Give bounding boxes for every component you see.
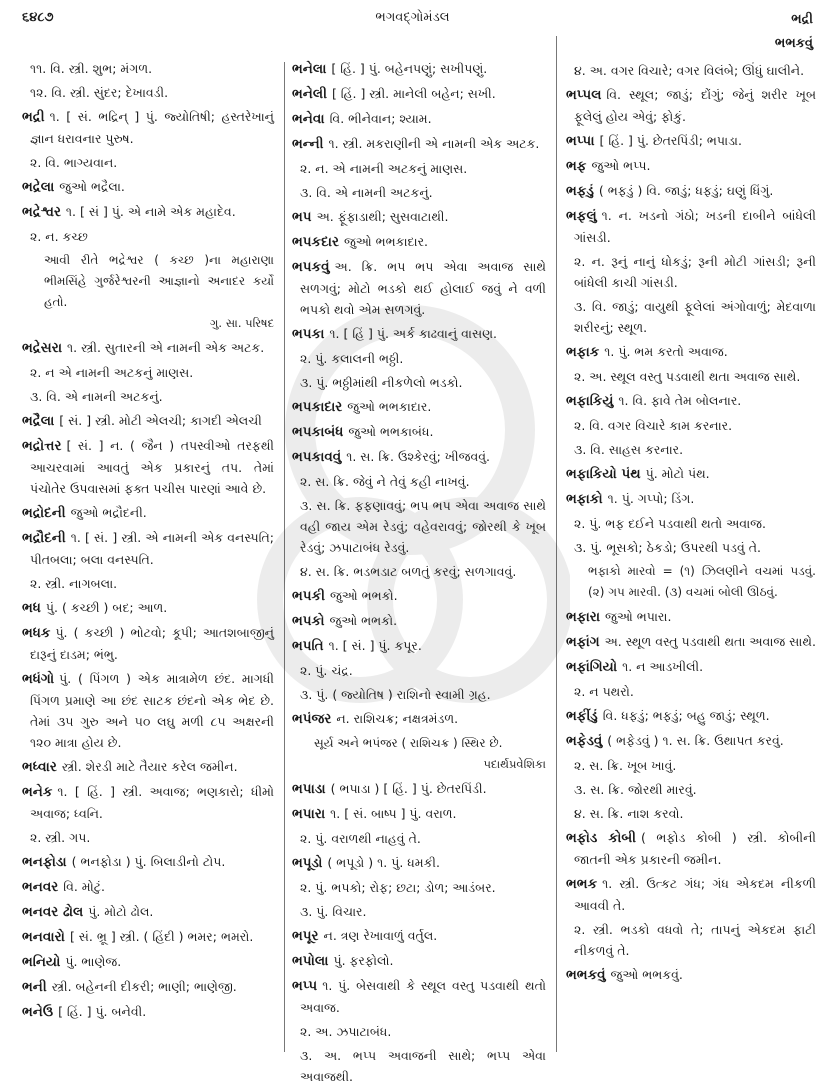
definition-text: ૨. સ. ક્રિ. જેવું ને તેવું કહી નાખવું. (300, 474, 470, 489)
definition-text: ( ભનફોડા ) પું. બિલાડીનો ટોપ. (71, 854, 226, 869)
definition-text: ૨. અ. ઝપાટાબંધ. (300, 1024, 392, 1039)
definition-text: પું. ફરફોલો. (333, 953, 394, 968)
dictionary-entry (292, 585, 546, 607)
quotation-source: પદાર્થપ્રવેશિકા (483, 757, 546, 771)
headword: ભદ્રોત્તર (22, 438, 62, 454)
dictionary-entry (566, 705, 816, 727)
definition-text: ( ભફોડ કોબી ) સ્ત્રી. કોબીની જાતની એક પ્રકારની જમીન. (574, 830, 816, 867)
definition-text: ૩. સ. ક્રિ. ફફણાવવું; ભપ ભપ એવા અવાજ સાથે વહી જાય એમ રેડવું; વહેવરાવવું; જોરથી કે ખૂબ રેડવું; ઝપાટાબંધ રેડવું. (300, 498, 546, 555)
sub-sense (292, 348, 546, 369)
sub-sense (292, 495, 546, 558)
definition-text: ૩. વિ. જાડું; વાયુથી ફૂલેલાં અંગોવાળું; મેદવાળા શરીરનું; સ્થૂળ. (574, 299, 816, 335)
headword: ભફાકિયું (566, 393, 614, 409)
headword: ભપકા (292, 326, 325, 342)
definition-text: ૧. સ્ત્રી. મકરાણીની એ નામની એક અટક. (328, 136, 540, 151)
definition-text: પું. મોટો ઢોલ. (88, 904, 154, 919)
headword: ભદ્રૈલા (22, 413, 55, 429)
definition-text: ૩. પું. ભઠ્ઠીમાંથી નીકળેલો ભડકો. (300, 375, 463, 390)
definition-text: ૧. વિ. ફાવે તેમ બોલનાર. (618, 393, 742, 408)
definition-text: ૩. પું. ( જ્યોતિષ ) રાશિનો સ્વામી ગ્રહ. (300, 687, 491, 702)
definition-text: ૧. ન. ખડનો ગંઠો; ખડની દાબીને બાંધેલી ગાંસડી. (574, 208, 816, 245)
dictionary-entry (566, 964, 816, 986)
sub-sense (566, 681, 816, 702)
sub-sense (22, 362, 274, 383)
dictionary-entry (292, 396, 546, 418)
sub-sense (292, 828, 546, 849)
dictionary-column-1 (22, 58, 274, 1026)
definition-text: ૧. ન આડખીલી. (622, 659, 704, 674)
definition-text: જુઓ ભદ્રૈલા. (59, 179, 125, 194)
dictionary-column-3 (566, 60, 816, 989)
definition-text: ૩. અ. ભપ્પ અવાજની સાથે; ભપ્પ એવા અવાજથી. (300, 1048, 546, 1084)
sub-sense (566, 755, 816, 776)
definition-text: અ. ક્રિ. ભપ ભપ એવા અવાજ સાથે સળગવું; મોટો ભડકો થઈ હોલાઈ જવું ને વળી ભપકો થવો એમ સળગવું. (300, 259, 546, 317)
headword: ભપકો (292, 613, 325, 629)
definition-text: વિ. ભીનેવાન; શ્યામ. (329, 111, 432, 126)
dictionary-entry (566, 873, 816, 916)
definition-text: અ. ફૂંફાડાથી; સુસવાટાથી. (316, 209, 449, 224)
headword: ભપ્પ (292, 978, 318, 994)
dictionary-entry (22, 926, 274, 948)
definition-text: [ હિં. ] સ્ત્રી. માનેલી બહેન; સખી. (331, 86, 496, 101)
running-title: ભગવદ્ગોમંડલ (375, 10, 450, 25)
dictionary-entry (22, 622, 274, 665)
sub-sense (22, 386, 274, 407)
dictionary-entry (292, 323, 546, 345)
sub-sense (22, 82, 274, 103)
dictionary-entry (292, 108, 546, 130)
definition-text: ૧. [ હિં. ] સ્ત્રી. અવાજ; ભણકારો; ધીમો અવાજ; ધ્વનિ. (30, 784, 274, 821)
sub-sense (566, 919, 816, 961)
dictionary-entry (566, 488, 816, 510)
definition-text: ( ભફડું ) વિ. જાડું; ધફડું; ઘણું ધિંગું. (598, 183, 774, 198)
dictionary-entry (22, 435, 274, 499)
dictionary-entry (566, 827, 816, 870)
headword: ભન્ની (292, 136, 324, 152)
headword: ભનફોડા (22, 854, 67, 870)
definition-text: ભફાકો મારવો = (૧) ઝિલણીને વચમાં પડવું. (૨) ગપ મારવી. (૩) વચમાં બોલી ઊઠવું. (588, 564, 816, 599)
sub-sense (566, 803, 816, 824)
definition-text: ૪. સ. ક્રિ. નાશ કરવો. (574, 806, 684, 821)
headword: ભનેલા (292, 61, 327, 77)
dictionary-entry (292, 421, 546, 443)
dictionary-entry (566, 390, 816, 412)
headword: ભફીંડું (566, 708, 598, 724)
definition-text: ૨. પું. કલાલની ભઠ્ઠી. (300, 351, 404, 366)
dictionary-entry (566, 606, 816, 628)
sub-sense (292, 1045, 546, 1087)
definition-text: જુઓ ભભકવું. (610, 967, 683, 982)
dictionary-entry (292, 852, 546, 874)
definition-text: [ હિં. ] પું. બહેનપણું; સખીપણું. (331, 61, 488, 76)
definition-text: સ્ત્રી. બહેનની દીકરી; ભાણી; ભાણેજી. (51, 979, 237, 994)
definition-text: ( ભપાડા ) [ હિં. ] પું. છેતરપિંડી. (330, 781, 487, 796)
definition-text: સૂર્ય અને ભપંજર ( રાશિચક્ર ) સ્થિર છે. (314, 736, 503, 750)
definition-text: ૩. વિ. એ નામની અટકનું. (300, 185, 433, 200)
dictionary-entry (22, 781, 274, 824)
definition-text: ૧. પું. બેસવાથી કે સ્થૂલ વસ્તુ પડવાથી થતો અવાજ. (300, 978, 546, 1015)
headword: ભભક (566, 876, 598, 892)
headword: ભફલું (566, 208, 597, 224)
sub-sense (566, 296, 816, 338)
sub-sense (22, 226, 274, 247)
definition-text: ૧. સ. ક્રિ. ઉશ્કેરવું; ખીજવવું. (346, 449, 490, 464)
definition-text: જુઓ ભભકાદાર. (343, 234, 429, 249)
definition-text: ૨. ન. એ નામની અટકનું માણસ. (300, 161, 468, 176)
definition-text: ૨. સ્ત્રી. નાગબલા. (30, 576, 118, 591)
definition-text: ૨. સ્ત્રી. ભડકો વધવો તે; તાપનું એકદમ ફાટી નીકળવું તે. (574, 922, 816, 958)
definition-text: જુઓ ભભકાદાર. (347, 399, 432, 414)
dictionary-entry (292, 58, 546, 80)
sub-sense (292, 561, 546, 582)
dictionary-entry (566, 656, 816, 678)
headword: ભદ્રેલા (22, 179, 55, 195)
headword: ભદ્રેશ્વર (22, 204, 61, 220)
headword: ભપકદાર (292, 234, 339, 250)
definition-text: ૩. પું. વિચાર. (300, 904, 367, 919)
headword: ભધંગો (22, 671, 55, 687)
sub-sense (292, 684, 546, 705)
dictionary-entry (566, 130, 816, 152)
definition-text: ૧. પું. ભમ કરતો અવાજ. (604, 344, 728, 359)
definition-text: જુઓ ભદ્રૌદની. (70, 505, 147, 520)
headword: ભનિયો (22, 954, 61, 970)
usage-quotation (566, 561, 816, 603)
dictionary-entry (22, 337, 274, 359)
definition-text: ૧. [ સં. બાષ્પ ] પું. વરાળ. (330, 806, 457, 821)
dictionary-entry (22, 1001, 274, 1023)
sub-sense (292, 1021, 546, 1042)
headword: ભપૂર (292, 928, 319, 944)
dictionary-entry (566, 631, 816, 653)
dictionary-entry (22, 851, 274, 873)
definition-text: ૩. પું. ભૂસકો; ઠેકડો; ઉપરથી પડવું તે. (574, 540, 762, 555)
headword: ભફારા (566, 609, 601, 625)
dictionary-entry (292, 133, 546, 155)
dictionary-entry (22, 876, 274, 898)
headword: ભફાંગિયો (566, 659, 618, 675)
definition-text: સ્ત્રી. શેરડી માટે તૈયાર કરેલ જમીન. (61, 759, 238, 774)
definition-text: ( ભપૂડો ) ૧. પું. ધમકી. (327, 855, 440, 870)
sub-sense (292, 877, 546, 898)
sub-sense (566, 513, 816, 534)
sub-sense (22, 152, 274, 173)
dictionary-entry (566, 155, 816, 177)
definition-text: જુઓ ભપારા. (605, 609, 672, 624)
dictionary-entry (292, 778, 546, 800)
dictionary-entry (22, 756, 274, 778)
dictionary-entry (292, 256, 546, 320)
sub-sense (566, 251, 816, 293)
sub-sense (566, 439, 816, 460)
headword: ભફાકો (566, 491, 603, 507)
definition-text: ૨. વિ. ભાગ્યવાન. (30, 155, 118, 170)
sub-sense (566, 779, 816, 800)
column-divider (556, 36, 557, 1052)
definition-text: અ. સ્થૂળ વસ્તુ પડવાથી થતા અવાજ સાથે. (604, 634, 816, 649)
headword: ભપૂડો (292, 855, 323, 871)
definition-text: [ હિં. ] પું. બનેવી. (58, 1004, 147, 1019)
headword: ભપકાવવું (292, 449, 342, 465)
dictionary-entry (566, 205, 816, 248)
usage-quotation (292, 733, 546, 775)
dictionary-entry (292, 83, 546, 105)
guide-word-first: ભદ્રી (791, 12, 813, 27)
headword: ભપોલા (292, 953, 329, 969)
definition-text: ૧. [ સં ] પું. એ નામે એક મહાદેવ. (65, 204, 236, 219)
definition-text: ૪. સ. ક્રિ. ભડભડાટ બળતું કરવું; સળગાવવું. (300, 564, 517, 579)
definition-text: પું. ( કચ્છી ) ભોટવો; કૂપી; આતશબાજીનું દારૂનું દાડમ; ભંભુ. (30, 625, 274, 662)
headword: ભફોડ કોબી (566, 830, 637, 846)
dictionary-entry (566, 341, 816, 363)
headword: ભફ (566, 158, 587, 174)
dictionary-entry (292, 446, 546, 468)
headword: ભદ્રૌદની (22, 530, 66, 546)
definition-text: ૨. અ. સ્થૂલ વસ્તુ પડવાથી થતા અવાજ સાથે. (574, 369, 801, 384)
dictionary-entry (566, 463, 816, 485)
dictionary-entry (22, 668, 274, 753)
headword: ભનેક (22, 784, 53, 800)
definition-text: જુઓ ભભકો. (329, 588, 398, 603)
definition-text: ૩. વિ. સાહસ કરનાર. (574, 442, 684, 457)
headword: ભપંજર (292, 711, 332, 727)
headword: ભનવર ઢોલ (22, 904, 84, 920)
headword: ભધ (22, 600, 41, 616)
definition-text: ૨. ન એ નામની અટકનું માણસ. (30, 365, 194, 380)
definition-text: ૧. પું. ગપ્પો; ડિંગ. (607, 491, 695, 506)
dictionary-entry (22, 901, 274, 923)
definition-text: ૧૧. વિ. સ્ત્રી. શુભ; મંગળ. (30, 61, 153, 76)
definition-text: ૨. ન. કચ્છ (30, 229, 88, 244)
headword: ભભકવું (566, 967, 606, 983)
dictionary-entry (22, 976, 274, 998)
page-number: ૬૪૮૭ (22, 10, 54, 25)
definition-text: ૧૨. વિ. સ્ત્રી. સુંદર; દેખાવડી. (30, 85, 169, 100)
dictionary-entry (22, 597, 274, 619)
definition-text: ૩. વિ. એ નામની અટકનું. (30, 389, 163, 404)
headword: ભપકવું (292, 259, 330, 275)
headword: ભપતિ (292, 638, 324, 654)
definition-text: આવી રીતે ભદ્રેશ્વર ( કચ્છ )ના મહારાણા ભીમસિંહે ગુર્જરેશ્વરની આજ્ઞાનો અનાદર કર્યો હતો. (44, 253, 274, 309)
definition-text: ૨. ન પથરો. (574, 684, 634, 699)
definition-text: ૨. ન. રૂનું નાનું ધોકડું; રૂની મોટી ગાંસડી; રૂની બાંધેલી કાચી ગાંસડી. (574, 254, 816, 290)
definition-text: જુઓ ભભકાબંધ. (348, 424, 434, 439)
headword: ભફાંગ (566, 634, 600, 650)
definition-text: ૨. પું. ચંદ્ર. (300, 663, 353, 678)
definition-text: ૧. [ હિં ] પું. અર્ક કાઢવાનું વાસણ. (329, 326, 497, 341)
sub-sense (22, 58, 274, 79)
definition-text: [ સં. ભ્રૂ ] સ્ત્રી. ( હિંદી ) ભમર; ભમરો. (69, 929, 254, 944)
headword: ભપારા (292, 806, 326, 822)
sub-sense (566, 366, 816, 387)
dictionary-entry (292, 925, 546, 947)
definition-text: પું. મોટો પંથ. (645, 466, 710, 481)
definition-text: ન. રાશિચક્ર; નક્ષત્રમંડળ. (336, 711, 459, 726)
sub-sense (292, 660, 546, 681)
definition-text: [ સં. ] ન. ( જૈન ) તપસ્વીઓ તરફથી આચરવામાં આવતું એક પ્રકારનું તપ. તેમાં પંચોતેર ઉપવાસમાં ફક્ત પચીસ પારણાં આવે છે. (30, 438, 274, 496)
guide-word-last: ભભકવું (774, 36, 813, 51)
definition-text: ૩. સ. ક્રિ. જોરથી મારવું. (574, 782, 697, 797)
definition-text: જુઓ ભભકો. (329, 613, 398, 628)
dictionary-entry (292, 610, 546, 632)
definition-text: ૨. પું. વરાળથી નાહવું તે. (300, 831, 421, 846)
headword: ભફાકિયો પંથ (566, 466, 641, 482)
headword: ભનેલી (292, 86, 327, 102)
dictionary-entry (292, 803, 546, 825)
sub-sense (566, 415, 816, 436)
headword: ભનવર (22, 879, 59, 895)
dictionary-entry (22, 502, 274, 524)
headword: ભપાડા (292, 781, 326, 797)
headword: ભદ્રી (22, 109, 45, 125)
sub-sense (292, 158, 546, 179)
dictionary-entry (22, 527, 274, 570)
dictionary-entry (292, 231, 546, 253)
dictionary-entry (566, 730, 816, 752)
dictionary-entry (292, 950, 546, 972)
headword: ભપ (292, 209, 312, 225)
sub-sense (22, 827, 274, 848)
headword: ભપ્પલ (566, 87, 602, 103)
definition-text: વિ. સ્થૂલ; જાડું; દોંગું; જેનું શરીર ખૂબ ફૂલેલું હોય એવું; ફોકું. (574, 87, 816, 124)
headword: ભફાક (566, 344, 600, 360)
dictionary-entry (292, 708, 546, 730)
definition-text: વિ. ધફડું; ભફડું; બહુ જાડું; સ્થૂળ. (602, 708, 770, 723)
headword: ભધ્વાર (22, 759, 57, 775)
sub-sense (566, 60, 816, 81)
headword: ભધક (22, 625, 51, 641)
headword: ભપકી (292, 588, 325, 604)
dictionary-entry (22, 106, 274, 149)
sub-sense (292, 182, 546, 203)
dictionary-entry (292, 206, 546, 228)
definition-text: ૨. પું. ભફ દઈને પડવાથી થતો અવાજ. (574, 516, 766, 531)
dictionary-entry (22, 201, 274, 223)
headword: ભદ્રોદની (22, 505, 66, 521)
definition-text: ૨. પું. ભપકો; રોફ; છટા; ડોળ; આડંબર. (300, 880, 496, 895)
definition-text: પું. ( કચ્છી ) બદ; આળ. (45, 600, 168, 615)
dictionary-entry (22, 951, 274, 973)
definition-text: [ સં. ] સ્ત્રી. મોટી એલચી; કાગદી એલચી (59, 413, 262, 428)
headword: ભનવારો (22, 929, 65, 945)
column-divider (284, 62, 285, 1052)
definition-text: ૧. સ્ત્રી. ઉત્કટ ગંધ; ગંધ એકદમ નીકળી આવવી તે. (574, 876, 816, 913)
headword: ભનેઉ (22, 1004, 54, 1020)
sub-sense (22, 573, 274, 594)
dictionary-entry (566, 180, 816, 202)
dictionary-entry (292, 975, 546, 1018)
sub-sense (566, 537, 816, 558)
dictionary-entry (22, 176, 274, 198)
headword: ભપ્પા (566, 133, 595, 149)
definition-text: ( ભફેડવું ) ૧. સ. ક્રિ. ઉથાપત કરવું. (607, 733, 784, 748)
headword: ભફેડવું (566, 733, 603, 749)
headword: ભફડું (566, 183, 594, 199)
definition-text: ન. ત્રણ રેખાવાળું વર્તુલ. (323, 928, 438, 943)
definition-text: વિ. મોટું. (63, 879, 106, 894)
definition-text: પું. ( પિંગળ ) એક માત્રામેળ છંદ. માગધી પિંગળ પ્રમાણે આ છંદ સાટક છંદનો એક ભેદ છે. તેમાં ૩૫ ગુરુ અને ૫૦ લઘુ મળી ૮૫ અક્ષરની ૧૨૦ માત્રા હોય છે. (30, 671, 274, 750)
definition-text: ૪. અ. વગર વિચારે; વગર વિલંબે; ઊંધું ઘાલીને. (574, 63, 805, 78)
definition-text: ૧. [ સં. ] પું. કપૂર. (328, 638, 422, 653)
headword: ભપકાબંધ (292, 424, 344, 440)
headword: ભની (22, 979, 47, 995)
definition-text: ૧. [ સં. ભદ્રિન્ ] પું. જ્યોતિષી; હસ્તરેખાનું જ્ઞાન ધરાવનાર પુરુષ. (30, 109, 274, 146)
headword: ભનેવા (292, 111, 325, 127)
definition-text: ૨. સ્ત્રી. ગપ. (30, 830, 91, 845)
usage-quotation (22, 250, 274, 334)
quotation-source: ગુ. સા. પરિષદ (209, 316, 274, 330)
definition-text: ૧. સ્ત્રી. સુતારની એ નામની એક અટક. (67, 340, 265, 355)
dictionary-entry (292, 635, 546, 657)
definition-text: ૨. વિ. વગર વિચારે કામ કરનાર. (574, 418, 733, 433)
definition-text: જુઓ ભપ્પ. (591, 158, 651, 173)
headword: ભપકાદાર (292, 399, 343, 415)
sub-sense (292, 901, 546, 922)
dictionary-entry (22, 410, 274, 432)
definition-text: પું. ભાણેજ. (65, 954, 122, 969)
sub-sense (292, 471, 546, 492)
definition-text: [ હિં. ] પું. છેતરપિંડી; ભપાડા. (599, 133, 742, 148)
headword: ભદ્રેસરા (22, 340, 63, 356)
dictionary-entry (566, 84, 816, 127)
dictionary-column-2 (292, 58, 546, 1090)
definition-text: ૧. [ સં. ] સ્ત્રી. એ નામની એક વનસ્પતિ; પીતબલા; બલા વનસ્પતિ. (30, 530, 274, 567)
sub-sense (292, 372, 546, 393)
definition-text: ૨. સ. ક્રિ. ખૂબ ખાવું. (574, 758, 677, 773)
